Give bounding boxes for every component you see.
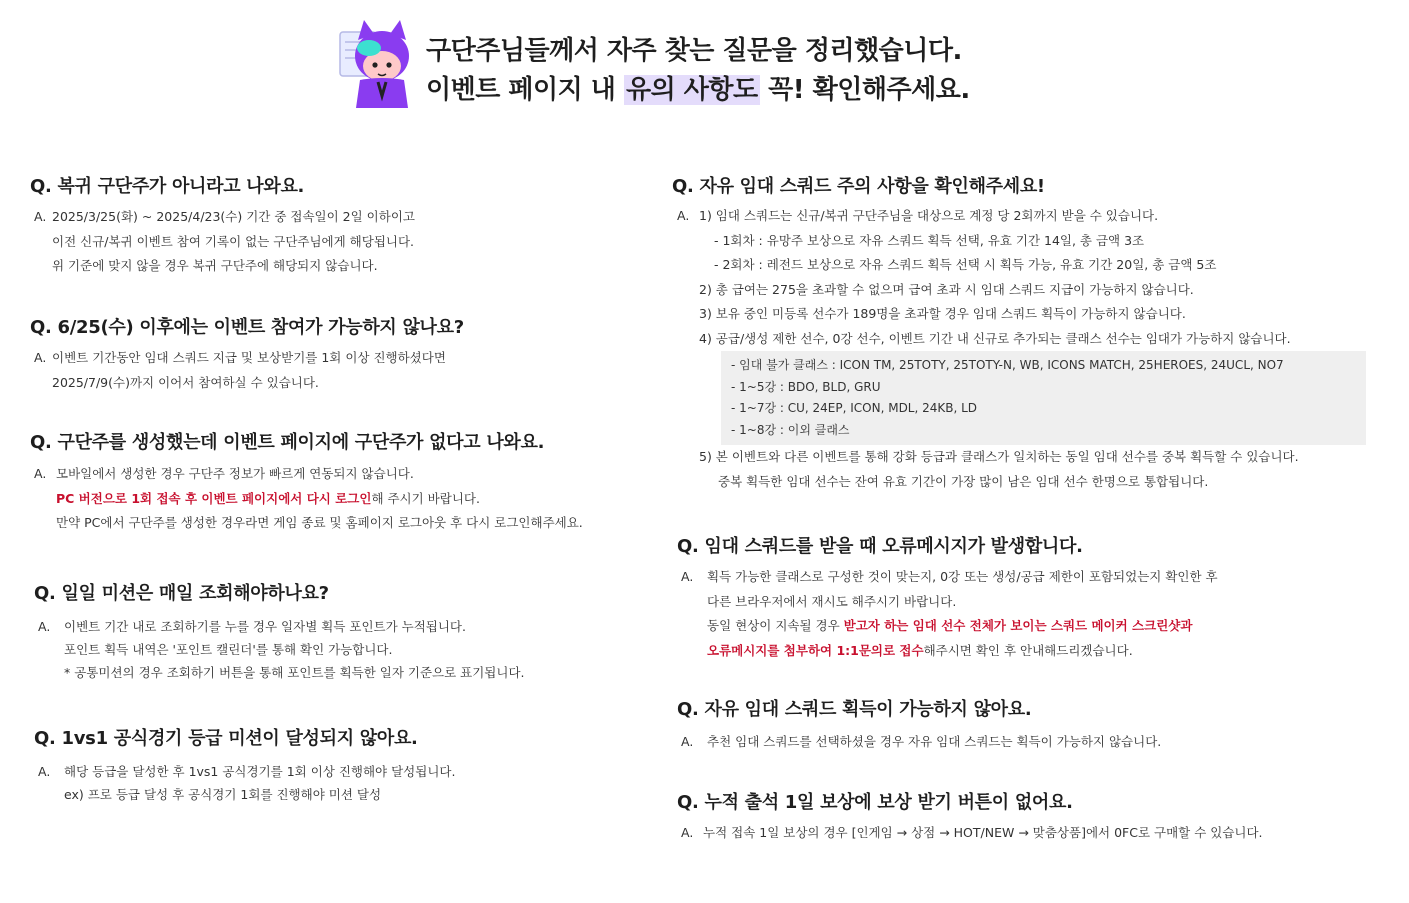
answer-mark: A.: [38, 619, 51, 634]
answer-line: 2025/3/25(화) ~ 2025/4/23(수) 기간 중 접속일이 2일 이하이고: [52, 209, 415, 224]
faq-answer: [677, 204, 1377, 494]
faq-item: [34, 724, 456, 806]
mascot-icon: [332, 18, 418, 110]
faq-item: [34, 579, 525, 684]
faq-answer: [38, 760, 455, 806]
box-line: - 1~7강 : CU, 24EP, ICON, MDL, 24KB, LD: [731, 401, 978, 415]
faq-answer: [681, 565, 1218, 663]
answer-line: 해당 등급을 달성한 후 1vs1 공식경기를 1회 이상 진행해야 달성됩니다.: [64, 764, 456, 779]
faq-item: [30, 172, 415, 279]
faq-answer: [681, 821, 1263, 846]
answer-mark: A.: [681, 734, 694, 749]
answer-line: 이벤트 기간 내로 조회하기를 누를 경우 일자별 획득 포인트가 누적됩니다.: [64, 619, 466, 634]
faq-item: [30, 313, 464, 395]
faq-item: [677, 532, 1218, 663]
answer-line: 3) 보유 중인 미등록 선수가 189명을 초과할 경우 임대 스쿼드 획득이 가능하지 않습니다.: [699, 306, 1186, 321]
answer-line: 4) 공급/생성 제한 선수, 0강 선수, 이벤트 기간 내 신규로 추가되는 클래스 선수는 임대가 가능하지 않습니다.: [699, 330, 1291, 346]
faq-header: [330, 14, 1030, 109]
answer-line: 2) 총 급여는 275을 초과할 수 없으며 급여 초과 시 임대 스쿼드 지급이 가능하지 않습니다.: [699, 281, 1194, 297]
box-line: - 임대 불가 클래스 : ICON TM, 25TOTY, 25TOTY-N, WB, ICONS MATCH, 25HEROES, 24UCL, NO7: [731, 358, 1284, 372]
faq-question: Q. 구단주를 생성했는데 이벤트 페이지에 구단주가 없다고 나와요.: [30, 432, 545, 453]
faq-question: Q. 일일 미션은 매일 조회해야하나요?: [34, 583, 329, 604]
header-highlight: 유의 사항도: [625, 75, 758, 105]
answer-emphasis: 오류메시지를 첨부하여 1:1문의로 접수: [707, 642, 924, 658]
answer-line: 만약 PC에서 구단주를 생성한 경우라면 게임 종료 및 홈페이지 로그아웃 후 다시 로그인해주세요.: [56, 515, 583, 530]
answer-text: 해 주시기 바랍니다.: [371, 490, 480, 506]
answer-line: 5) 본 이벤트와 다른 이벤트를 통해 강화 등급과 클래스가 일치하는 동일 임대 선수를 중복 획득할 수 있습니다.: [699, 449, 1299, 464]
answer-mark: A.: [34, 466, 47, 481]
header-line-2-post: 꼭! 확인해주세요.: [759, 75, 970, 105]
faq-item: [677, 788, 1263, 846]
answer-line: 이벤트 기간동안 임대 스쿼드 지급 및 보상받기를 1회 이상 진행하셨다면: [52, 350, 446, 365]
answer-line: - 2회차 : 레전드 보상으로 자유 스쿼드 획득 선택 시 획득 가능, 유효 기간 20일, 총 금액 5조: [714, 257, 1217, 272]
answer-line: ex) 프로 등급 달성 후 공식경기 1회를 진행해야 미션 달성: [64, 787, 382, 802]
faq-answer: [34, 205, 415, 279]
answer-line: [56, 487, 583, 512]
answer-line: 이전 신규/복귀 이벤트 참여 기록이 없는 구단주님에게 해당됩니다.: [52, 233, 415, 249]
answer-mark: A.: [681, 569, 694, 584]
answer-mark: A.: [34, 209, 47, 224]
faq-item: [677, 695, 1162, 755]
faq-item: [30, 428, 583, 536]
header-line-2: [426, 69, 970, 106]
faq-answer: [681, 730, 1161, 755]
answer-line: 포인트 획득 내역은 '포인트 캘린더'를 통해 확인 가능합니다.: [64, 642, 393, 657]
faq-answer: [38, 615, 525, 684]
answer-text: 동일 현상이 지속될 경우: [707, 618, 844, 633]
answer-line: 중복 획득한 임대 선수는 잔여 유효 기간이 가장 많이 남은 임대 선수 한명으로 통합됩니다.: [718, 473, 1209, 489]
answer-line: 누적 접속 1일 보상의 경우 [인게임 → 상점 → HOT/NEW → 맞춤상품]에서 0FC로 구매할 수 있습니다.: [703, 825, 1263, 840]
answer-mark: A.: [681, 825, 694, 840]
answer-line: 2025/7/9(수)까지 이어서 참여하실 수 있습니다.: [52, 374, 319, 390]
answer-line: * 공통미션의 경우 조회하기 버튼을 통해 포인트를 획득한 일자 기준으로 표기됩니다.: [64, 665, 525, 680]
answer-line: [707, 614, 1218, 639]
box-line: - 1~8강 : 이외 클래스: [731, 422, 850, 437]
faq-question: Q. 자유 임대 스쿼드 주의 사항을 확인해주세요!: [672, 176, 1045, 197]
faq-question: Q. 자유 임대 스쿼드 획득이 가능하지 않아요.: [677, 699, 1032, 720]
box-line: - 1~5강 : BDO, BLD, GRU: [731, 379, 881, 394]
faq-answer: [34, 346, 468, 395]
class-restriction-box: [721, 351, 1366, 445]
faq-question: Q. 임대 스쿼드를 받을 때 오류메시지가 발생합니다.: [677, 536, 1083, 557]
faq-item: [672, 172, 1372, 494]
answer-mark: A.: [677, 208, 690, 223]
answer-text: 해주시면 확인 후 안내해드리겠습니다.: [923, 642, 1133, 658]
header-line-2-pre: 이벤트 페이지 내: [426, 75, 624, 105]
answer-line: - 1회차 : 유망주 보상으로 자유 스쿼드 획득 선택, 유효 기간 14일, 총 금액 3조: [714, 232, 1145, 248]
answer-mark: A.: [34, 350, 47, 365]
header-line-1: 구단주님들께서 자주 찾는 질문을 정리했습니다.: [426, 36, 962, 66]
answer-emphasis: PC 버전으로 1회 접속 후 이벤트 페이지에서 다시 로그인: [56, 490, 372, 506]
answer-mark: A.: [38, 764, 51, 779]
answer-line: 모바일에서 생성한 경우 구단주 정보가 빠르게 연동되지 않습니다.: [56, 466, 414, 481]
answer-line: [707, 639, 1218, 664]
answer-emphasis: 받고자 하는 임대 선수 전체가 보이는 스쿼드 메이커 스크린샷과: [843, 618, 1193, 633]
faq-question: Q. 복귀 구단주가 아니라고 나와요.: [30, 176, 305, 197]
faq-question: Q. 6/25(수) 이후에는 이벤트 참여가 가능하지 않나요?: [30, 317, 464, 338]
answer-line: 추천 임대 스쿼드를 선택하셨을 경우 자유 임대 스쿼드는 획득이 가능하지 않습니다.: [707, 734, 1162, 749]
answer-line: 다른 브라우저에서 재시도 해주시기 바랍니다.: [707, 593, 957, 609]
faq-answer: [34, 462, 583, 536]
faq-question: Q. 1vs1 공식경기 등급 미션이 달성되지 않아요.: [34, 728, 418, 749]
faq-question: Q. 누적 출석 1일 보상에 보상 받기 버튼이 없어요.: [677, 792, 1073, 813]
answer-line: 획득 가능한 클래스로 구성한 것이 맞는지, 0강 또는 생성/공급 제한이 포함되었는지 확인한 후: [707, 569, 1218, 584]
answer-line: 1) 임대 스쿼드는 신규/복귀 구단주님을 대상으로 계정 당 2회까지 받을 수 있습니다.: [699, 208, 1159, 223]
answer-line: 위 기준에 맞지 않을 경우 복귀 구단주에 해당되지 않습니다.: [52, 258, 378, 273]
